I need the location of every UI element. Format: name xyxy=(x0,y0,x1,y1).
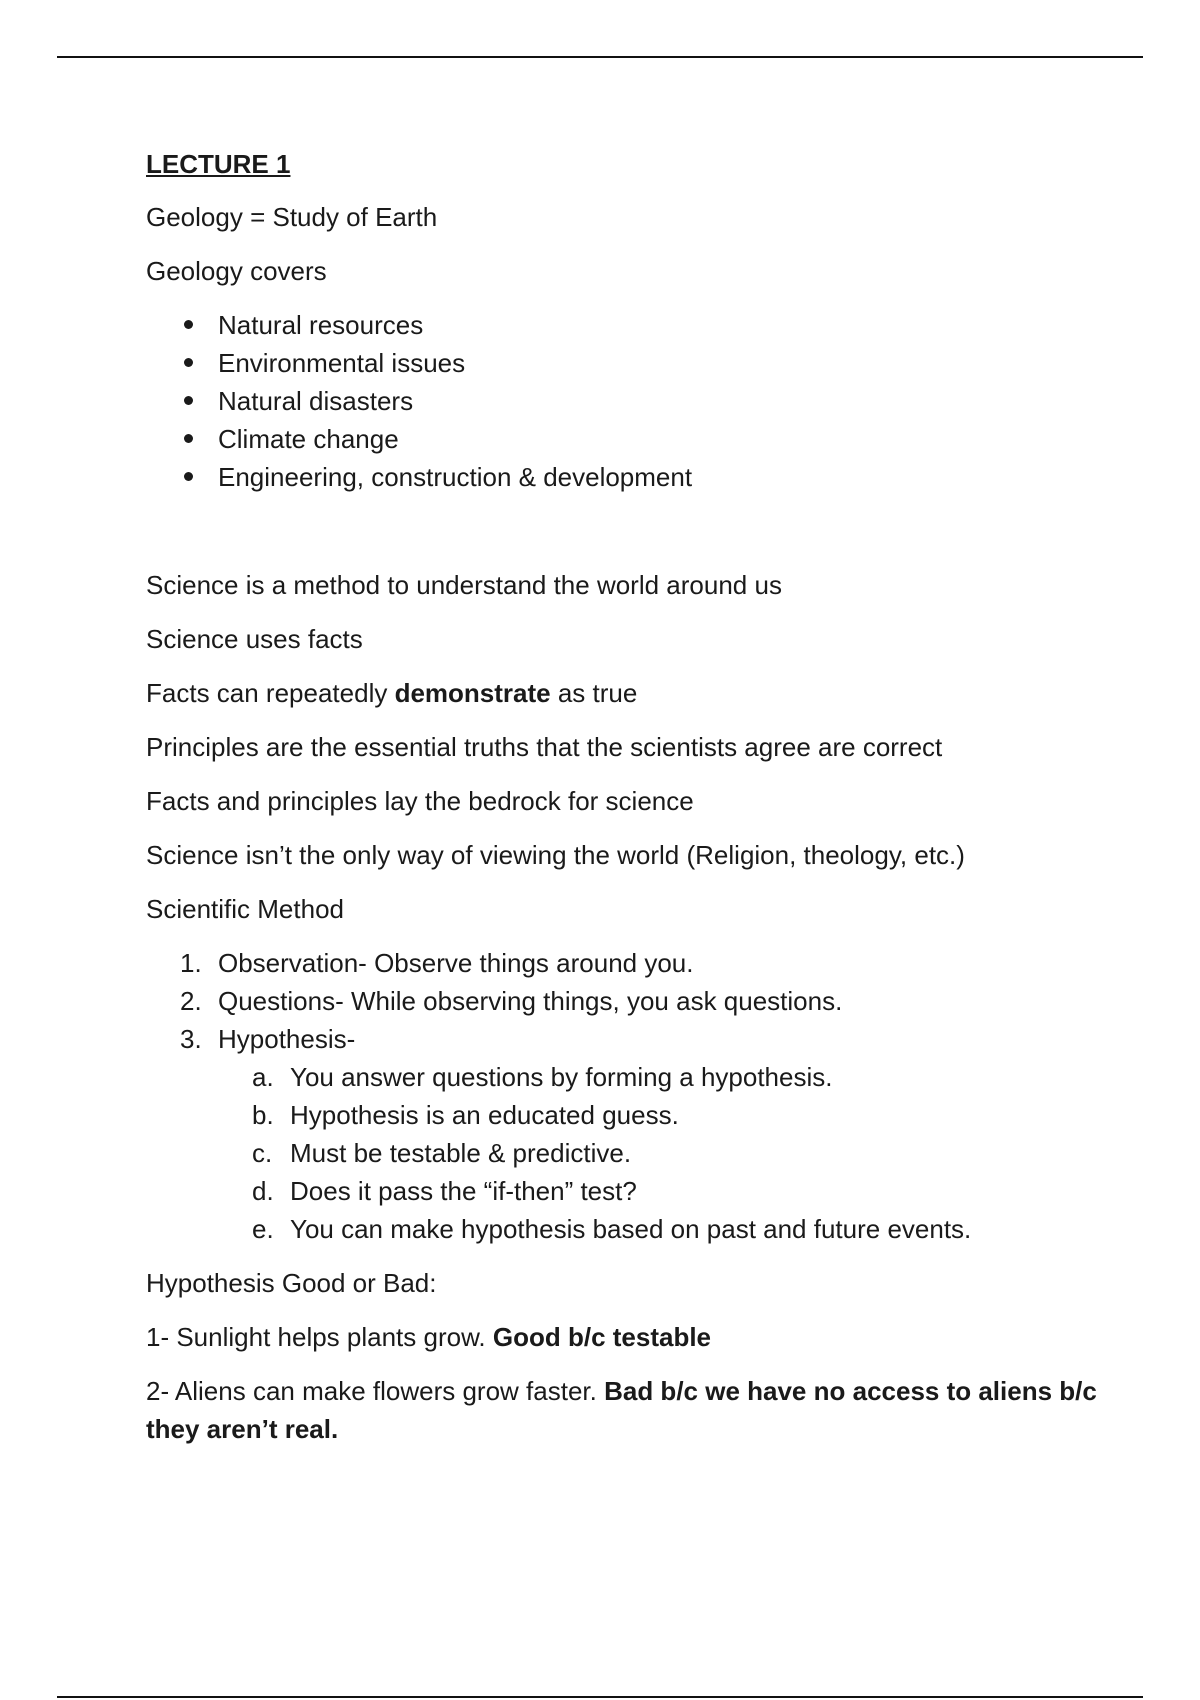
sub-letter: b. xyxy=(252,1100,274,1130)
step-number: 3. xyxy=(180,1024,202,1054)
good-bad-title: Hypothesis Good or Bad: xyxy=(146,1268,437,1298)
bullet-icon xyxy=(184,434,193,443)
list-item: 1. Observation- Observe things around you. xyxy=(146,944,1106,982)
geology-definition: Geology = Study of Earth xyxy=(146,202,438,232)
top-rule xyxy=(57,56,1143,58)
scientific-method-steps xyxy=(146,944,1106,1248)
lecture-heading: LECTURE 1 xyxy=(146,149,291,179)
bullet-icon xyxy=(184,472,193,481)
sub-letter: d. xyxy=(252,1176,274,1206)
hypothesis-sublist xyxy=(218,1058,1106,1248)
science-line-2: Science uses facts xyxy=(146,624,363,654)
list-item: Natural disasters xyxy=(146,382,1106,420)
sub-letter: a. xyxy=(252,1062,274,1092)
geology-covers-list xyxy=(146,306,1106,496)
sub-letter: c. xyxy=(252,1138,273,1168)
list-item: 3. Hypothesis- a. You answer questions by forming a hypothesis. b. Hypothesis is an educated guess. c. Must be testable & predictive. d. Does it pass the “if-then” test? e. You can make hypothesis based on past and future events. xyxy=(146,1020,1106,1248)
list-item: b. Hypothesis is an educated guess. xyxy=(218,1096,1106,1134)
list-item: a. You answer questions by forming a hypothesis. xyxy=(218,1058,1106,1096)
list-item: Natural resources xyxy=(146,306,1106,344)
example-2-verdict: Bad b/c we have no access to aliens b/c they aren’t real. xyxy=(146,1376,1097,1444)
science-line-3: Facts can repeatedly demonstrate as true xyxy=(146,678,638,708)
bullet-icon xyxy=(184,358,193,367)
example-1-verdict: Good b/c testable xyxy=(492,1322,712,1352)
document-page xyxy=(146,145,1106,1464)
emphasis-demonstrate: demonstrate xyxy=(394,678,551,708)
geology-covers-label: Geology covers xyxy=(146,256,327,286)
bullet-icon xyxy=(184,396,193,405)
science-line-4: Principles are the essential truths that the scientists agree are correct xyxy=(146,732,943,762)
example-1: 1- Sunlight helps plants grow. Good b/c testable xyxy=(146,1322,712,1352)
step-number: 2. xyxy=(180,986,202,1016)
science-line-6: Science isn’t the only way of viewing the world (Religion, theology, etc.) xyxy=(146,840,965,870)
list-item: 2. Questions- While observing things, you ask questions. xyxy=(146,982,1106,1020)
list-item: c. Must be testable & predictive. xyxy=(218,1134,1106,1172)
bottom-rule xyxy=(57,1696,1143,1698)
list-item: e. You can make hypothesis based on past and future events. xyxy=(218,1210,1106,1248)
science-line-5: Facts and principles lay the bedrock for science xyxy=(146,786,694,816)
example-2: 2- Aliens can make flowers grow faster. Bad b/c we have no access to aliens b/c they aren’t real. xyxy=(146,1376,1097,1444)
scientific-method-title: Scientific Method xyxy=(146,894,344,924)
blank-line xyxy=(146,512,1106,566)
list-item: Environmental issues xyxy=(146,344,1106,382)
sub-letter: e. xyxy=(252,1214,274,1244)
list-item: Climate change xyxy=(146,420,1106,458)
bullet-icon xyxy=(184,320,193,329)
list-item: d. Does it pass the “if-then” test? xyxy=(218,1172,1106,1210)
list-item: Engineering, construction & development xyxy=(146,458,1106,496)
step-number: 1. xyxy=(180,948,202,978)
science-line-1: Science is a method to understand the world around us xyxy=(146,570,782,600)
